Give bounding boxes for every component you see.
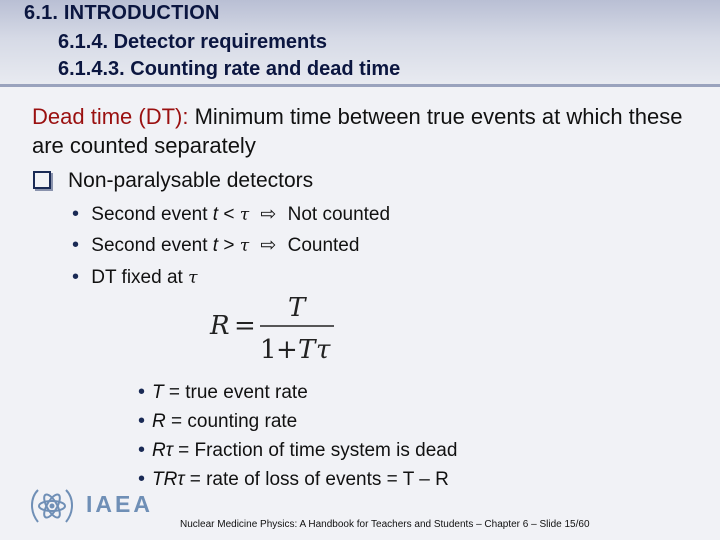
bullet-dot-icon: • [138,439,146,461]
iaea-logo-text: IAEA [86,491,153,517]
condition-result: Not counted [287,204,391,225]
definition-symbol: T [152,382,164,403]
dead-time-definition [32,102,712,160]
formula-denominator-a: 1 [260,335,277,365]
condition-item [72,234,359,257]
condition-prefix: DT fixed at [91,267,189,288]
definition-text: = rate of loss of events = T – R [184,469,449,490]
condition-item [72,266,198,289]
formula-denominator-b: T [298,335,316,365]
formula-plus: + [276,335,298,365]
bullet-dot-icon: • [138,410,146,432]
iaea-atom-logo-icon [28,482,76,530]
condition-prefix: Second event [91,235,213,256]
definition-item [138,439,457,462]
definition-symbol: TRτ [152,469,185,490]
definition-item [138,410,297,433]
heading-level-3: 6.1.4.3. Counting rate and dead time [58,58,401,80]
bullet-dot-icon: • [72,203,80,225]
formula-equals: = [234,311,256,341]
bullet-dot-icon: • [72,234,80,256]
definition-item [138,468,449,491]
definition-text: = counting rate [165,411,298,432]
tau-symbol: τ [239,205,250,225]
checkbox-bullet-icon [33,171,51,189]
condition-result: Counted [287,235,360,256]
tau-symbol: τ [188,268,198,288]
bullet-dot-icon: • [72,266,80,288]
dead-time-label: Dead time (DT): [32,104,189,129]
formula-lhs: R [210,311,230,341]
condition-prefix: Second event [91,204,213,225]
definition-symbol: R [152,411,166,432]
bullet-dot-icon: • [138,381,146,403]
definition-text: = Fraction of time system is dead [172,440,458,461]
section-title: Non-paralysable detectors [68,169,314,192]
condition-item [72,203,390,226]
formula-tau: τ [316,335,331,365]
definition-text: = true event rate [163,382,308,403]
definition-item [138,381,308,404]
arrow-right-icon: ⇨ [260,204,277,225]
condition-var: t [212,204,219,225]
condition-op: < [218,204,240,225]
count-rate-formula [206,290,346,365]
condition-op: > [218,235,240,256]
tau-symbol: τ [239,236,250,256]
definition-symbol: Rτ [152,440,173,461]
heading-level-2: 6.1.4. Detector requirements [58,31,327,53]
condition-var: t [212,235,219,256]
slide-footer: Nuclear Medicine Physics: A Handbook for Teachers and Students – Chapter 6 – Slide 15/60 [180,519,590,530]
bullet-dot-icon: • [138,468,146,490]
heading-level-1: 6.1. INTRODUCTION [24,2,220,24]
dead-time-text: Minimum time between true events at which these are counted separately [32,104,683,158]
formula-numerator: T [288,293,306,323]
arrow-right-icon: ⇨ [260,235,277,256]
